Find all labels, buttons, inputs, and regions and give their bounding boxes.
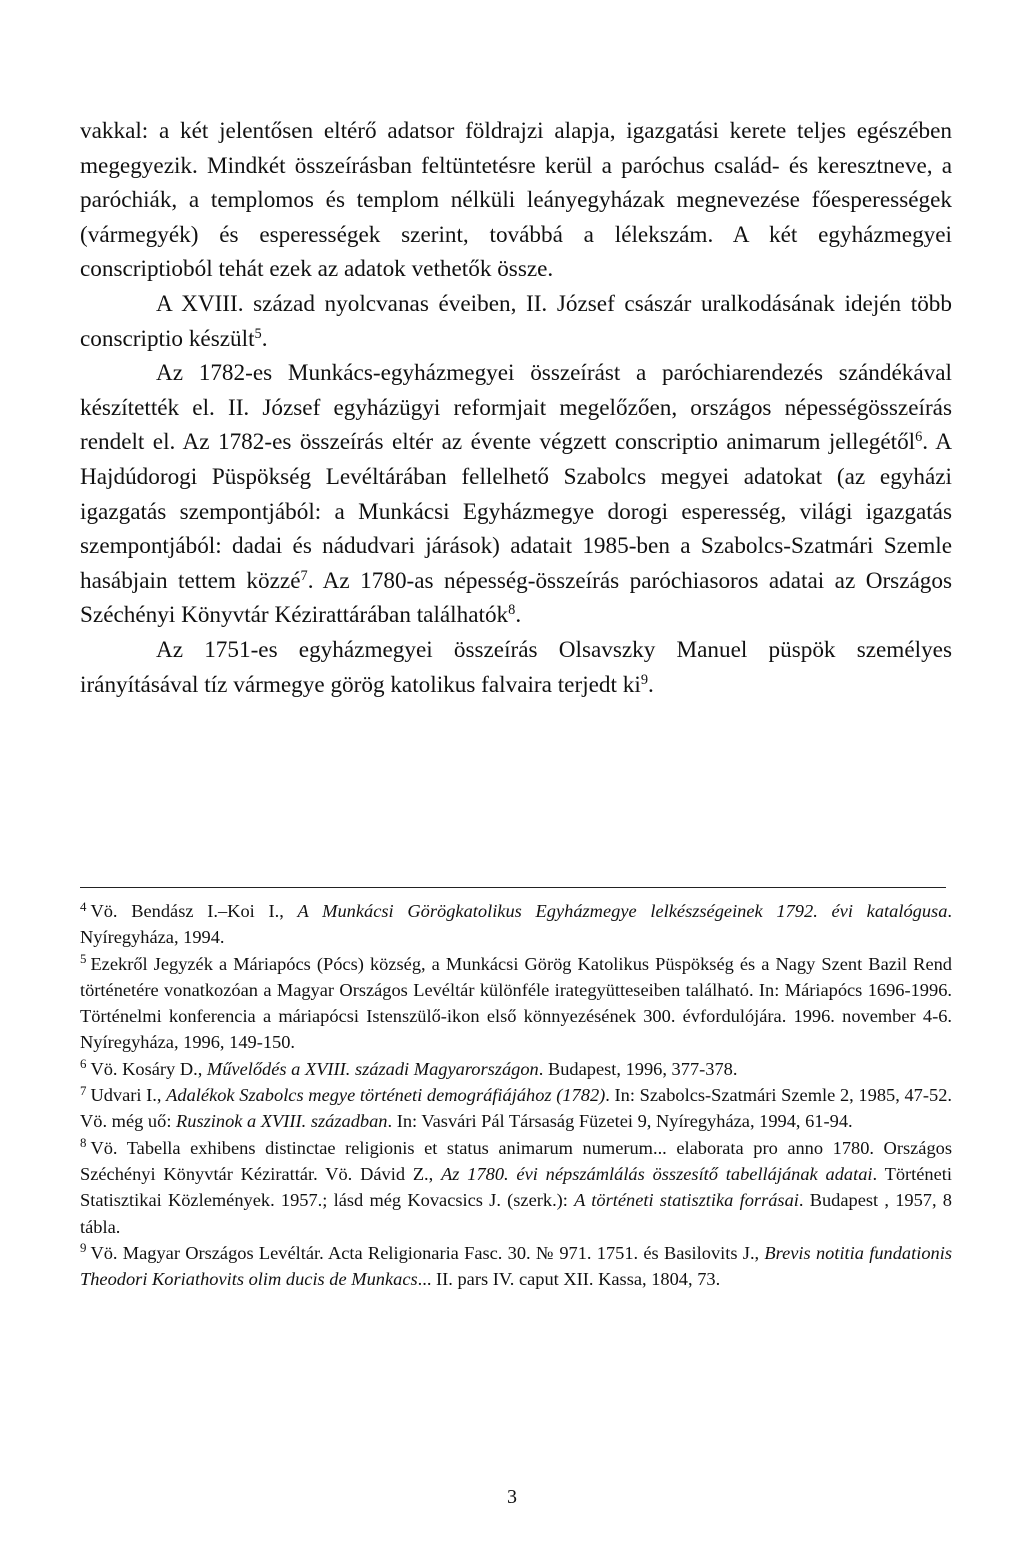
- main-text: [80, 114, 952, 702]
- page-number: 3: [507, 1486, 517, 1508]
- footnote-7: [80, 1082, 952, 1135]
- paragraph-2: [80, 287, 952, 356]
- footnote-title: Brevis notitia fundationis Theodori Koriathovits olim ducis de Munkacs: [80, 1242, 952, 1290]
- footnote-text: Vö. Magyar Országos Levéltár. Acta Religionaria Fasc. 30. № 971. 1751. és Basilovits J.,: [90, 1242, 765, 1263]
- footnote-5: [80, 951, 952, 1056]
- paragraph-1: [80, 114, 952, 287]
- footnote-text: . In: Vasvári Pál Társaság Füzetei 9, Nyíregyháza, 1994, 61-94.: [387, 1111, 853, 1132]
- footnote-title: Az 1780. évi népszámlálás összesítő tabellájának adatai: [441, 1163, 873, 1184]
- footnote-ref-5[interactable]: 5: [254, 325, 262, 342]
- footnote-title: Művelődés a XVIII. századi Magyarországon: [206, 1058, 539, 1079]
- paragraph-3-text-b: . A Hajdúdorogi Püspökség Levéltárában fellelhető Szabolcs megyei adatokat (az egyházi igazgatás szempontjából: a Munkácsi Egyházmegye dorogi esperesség, világi igazgatás szempontjából: dadai és nádudvari járások) adatait 1985-ben a Szabolcs-Szatmári Szemle hasábjain tettem közzé: [80, 429, 952, 594]
- paragraph-2-text: A XVIII. század nyolcvanas éveiben, II. József császár uralkodásának idején több conscriptio készült: [80, 290, 952, 352]
- footnote-number: 8: [80, 1136, 87, 1151]
- footnote-number: 7: [80, 1083, 87, 1098]
- footnote-title: Adalékok Szabolcs megye történeti demográfiájához (1782): [166, 1085, 606, 1106]
- footnote-ref-6[interactable]: 6: [915, 429, 923, 446]
- paragraph-2-end: .: [261, 325, 268, 352]
- footnote-6: [80, 1056, 952, 1082]
- paragraph-3-end: .: [515, 602, 522, 629]
- footnote-text: Udvari I.,: [90, 1085, 167, 1106]
- footnote-number: 9: [80, 1241, 87, 1256]
- paragraph-4-end: .: [648, 671, 654, 698]
- paragraph-4: [80, 633, 952, 702]
- footnote-9: [80, 1240, 952, 1293]
- footnote-text: Ezekről Jegyzék a Máriapócs (Pócs) község, a Munkácsi Görög Katolikus Püspökség és a Nagy Szent Bazil Rend történetére vonatkozóan a Magyar Országos Levéltár különféle irategyütteseiben található. In: Máriapócs 1696-1996. Történelmi konferencia a máriapócsi Istenszülő-ikon első könnyezésének 300. évfordulójára. 1996. november 4-6. Nyíregyháza, 1996, 149-150.: [80, 953, 952, 1053]
- paragraph-3-text-a: Az 1782-es Munkács-egyházmegyei összeírást a paróchiarendezés szándékával készítették el. II. József egyházügyi reformjait megelőzően, országos népességösszeírás rendelt el. Az 1782-es összeírás eltér az évente végzett conscriptio animarum jellegétől: [80, 360, 952, 456]
- paragraph-3: [80, 356, 952, 633]
- footnote-text: ... II. pars IV. caput XII. Kassa, 1804, 73.: [417, 1269, 721, 1290]
- footnote-4: [80, 898, 952, 951]
- footnote-text: Vö. Bendász I.–Koi I.,: [90, 901, 298, 921]
- footnote-ref-9[interactable]: 9: [640, 671, 648, 688]
- footnote-title: A történeti statisztika forrásai: [574, 1190, 799, 1211]
- footnote-title: Ruszinok a XVIII. században: [176, 1111, 388, 1132]
- paragraph-3-text-c: . Az 1780-as népesség-összeírás paróchiasoros adatai az Országos Széchényi Könyvtár Kézirattárában találhatók: [80, 567, 953, 629]
- footnote-number: 4: [80, 899, 87, 914]
- footnote-8: [80, 1135, 952, 1240]
- footnote-text: . In: Szabolcs-Szatmári Szemle 2, 1985, 47-52. Vö. még uő:: [80, 1085, 952, 1132]
- footnote-title: A Munkácsi Görögkatolikus Egyházmegye lelkészségeinek 1792. évi katalógusa: [297, 901, 948, 921]
- footnote-text: . Történeti Statisztikai Közlemények. 1957.; lásd még Kovacsics J. (szerk.):: [80, 1163, 953, 1211]
- footnote-text: Vö. Kosáry D.,: [90, 1058, 207, 1079]
- paragraph-1-text: vakkal: a két jelentősen eltérő adatsor földrajzi alapja, igazgatási kerete teljes egészében megegyezik. Mindkét összeírásban feltüntetésre kerül a paróchus család- és keresztneve, a paróchiák, a templomos és templom nélküli leányegyházak megnevezése főesperességek (vármegyék) és esperességek szerint, továbbá a lélekszám. A két egyházmegyei conscriptioból tehát ezek az adatok vethetők össze.: [80, 118, 952, 283]
- footnote-number: 5: [80, 952, 87, 967]
- footnote-text: . Budapest , 1957, 8 tábla.: [80, 1190, 953, 1237]
- paragraph-4-text: Az 1751-es egyházmegyei összeírás Olsavszky Manuel püspök személyes irányításával tíz vármegye görög katolikus falvaira terjedt ki: [80, 636, 952, 698]
- footnote-text: . Nyíregyháza, 1994.: [80, 901, 953, 948]
- footnote-ref-8[interactable]: 8: [508, 602, 516, 619]
- footnote-ref-7[interactable]: 7: [300, 567, 308, 584]
- footnote-text: Vö. Tabella exhibens distinctae religionis et status animarum numerum... elaborata pro anno 1780. Országos Széchényi Könyvtár Kézirattár. Vö. Dávid Z.,: [80, 1137, 952, 1184]
- footnote-number: 6: [80, 1057, 87, 1072]
- footnotes: [80, 898, 952, 1292]
- footnote-separator: [80, 887, 946, 888]
- footnote-text: . Budapest, 1996, 377-378.: [538, 1058, 738, 1079]
